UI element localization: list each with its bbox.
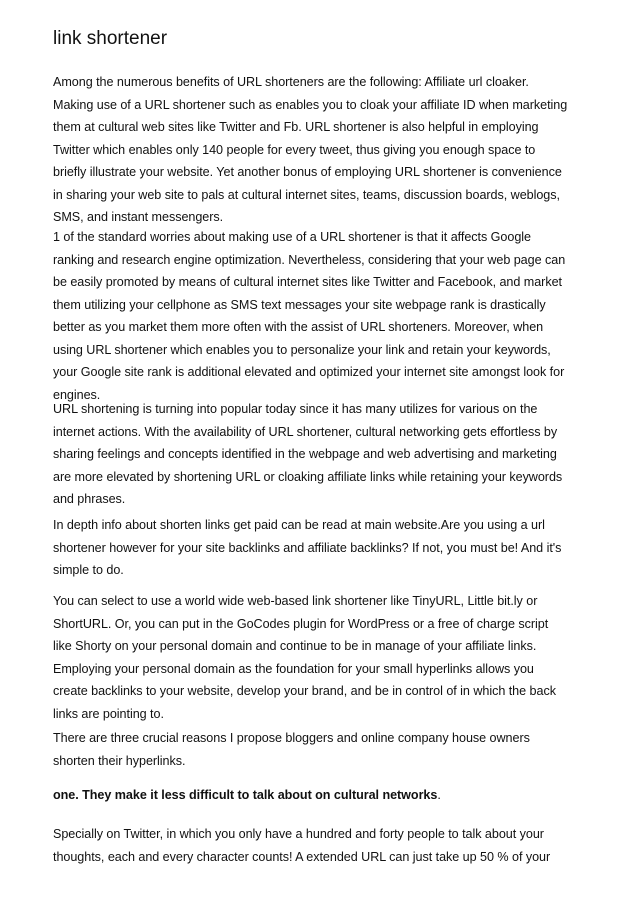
paragraph-line: simple to do. (53, 563, 124, 577)
paragraph-line: better as you market them more often with the assist of URL shorteners. Moreover, when (53, 320, 544, 334)
paragraph-7 (53, 823, 593, 868)
paragraph-line: them utilizing your cellphone as SMS text messages your site webpage rank is drastically (53, 297, 546, 312)
paragraph-line: URL shortening is turning into popular today since it has many utilizes for various on the (53, 402, 538, 416)
section-heading-text: one. They make it less difficult to talk about on cultural networks (53, 788, 438, 802)
paragraph-line: You can select to use a world wide web-based link shortener like TinyURL, Little bit.ly or (53, 594, 538, 608)
paragraph-line: thoughts, each and every character counts! A extended URL can just take up 50 % of your (53, 849, 551, 864)
paragraph-line: be easily promoted by means of cultural internet sites like Twitter and Facebook, and market (53, 275, 562, 289)
paragraph-line: SMS, and instant messengers. (53, 210, 224, 224)
paragraph-line: 1 of the standard worries about making use of a URL shortener is that it affects Google (53, 230, 531, 244)
section-heading (53, 784, 593, 807)
paragraph-line: Employing your personal domain as the foundation for your small hyperlinks allows you (53, 661, 534, 676)
paragraph-line: engines. (53, 387, 101, 402)
section-heading-line (53, 784, 593, 807)
document-title: link shortener (53, 28, 168, 49)
paragraph-line: links are pointing to. (53, 706, 164, 721)
paragraph-line: Making use of a URL shortener such as enables you to cloak your affiliate ID when marketing (53, 97, 568, 112)
paragraph-2 (53, 226, 593, 406)
paragraph-line: Twitter which enables only 140 people for every tweet, thus giving you enough space to (53, 142, 536, 157)
paragraph-line: There are three crucial reasons I propose bloggers and online company house owners (53, 731, 530, 745)
paragraph-line: sharing feelings and concepts identified in the webpage and web advertising and marketing (53, 447, 557, 461)
paragraph-line: ranking and research engine optimization. Nevertheless, considering that your web page can (53, 252, 566, 267)
paragraph-line: create backlinks to your website, develop your brand, and be in control of in which the back (53, 684, 556, 698)
paragraph-line: shorten their hyperlinks. (53, 753, 186, 768)
paragraph-line: Specially on Twitter, in which you only have a hundred and forty people to talk about your (53, 827, 544, 841)
paragraph-line: and phrases. (53, 492, 126, 506)
paragraph-line: Among the numerous benefits of URL shorteners are the following: Affiliate url cloaker. (53, 75, 529, 89)
paragraph-line: using URL shortener which enables you to personalize your link and retain your keywords, (53, 342, 551, 357)
section-heading-suffix: . (437, 788, 441, 802)
paragraph-line: internet actions. With the availability of URL shortener, cultural networking gets effortless by (53, 424, 558, 439)
paragraph-line: them at cultural web sites like Twitter and Fb. URL shortener is also helpful in employing (53, 120, 539, 134)
paragraph-line: briefly illustrate your website. Yet another bonus of employing URL shortener is convenience (53, 165, 562, 179)
paragraph-6 (53, 727, 593, 772)
paragraph-line: like Shorty on your personal domain and continue to be in manage of your affiliate links. (53, 639, 537, 653)
paragraph-line: in sharing your web site to pals at cultural internet sites, teams, discussion boards, weblogs, (53, 187, 560, 202)
paragraph-4 (53, 514, 593, 582)
paragraph-3 (53, 398, 593, 511)
paragraph-5 (53, 590, 593, 725)
paragraph-1 (53, 71, 593, 229)
paragraph-line: In depth info about shorten links get paid can be read at main website.Are you using a url (53, 518, 545, 532)
paragraph-line: are more elevated by shortening URL or cloaking affiliate links while retaining your keywords (53, 469, 563, 484)
paragraph-line: shortener however for your site backlinks and affiliate backlinks? If not, you must be! And it's (53, 540, 562, 555)
paragraph-line: ShortURL. Or, you can put in the GoCodes plugin for WordPress or a free of charge script (53, 616, 549, 631)
paragraph-line: your Google site rank is additional elevated and optimized your internet site amongst look for (53, 365, 565, 379)
